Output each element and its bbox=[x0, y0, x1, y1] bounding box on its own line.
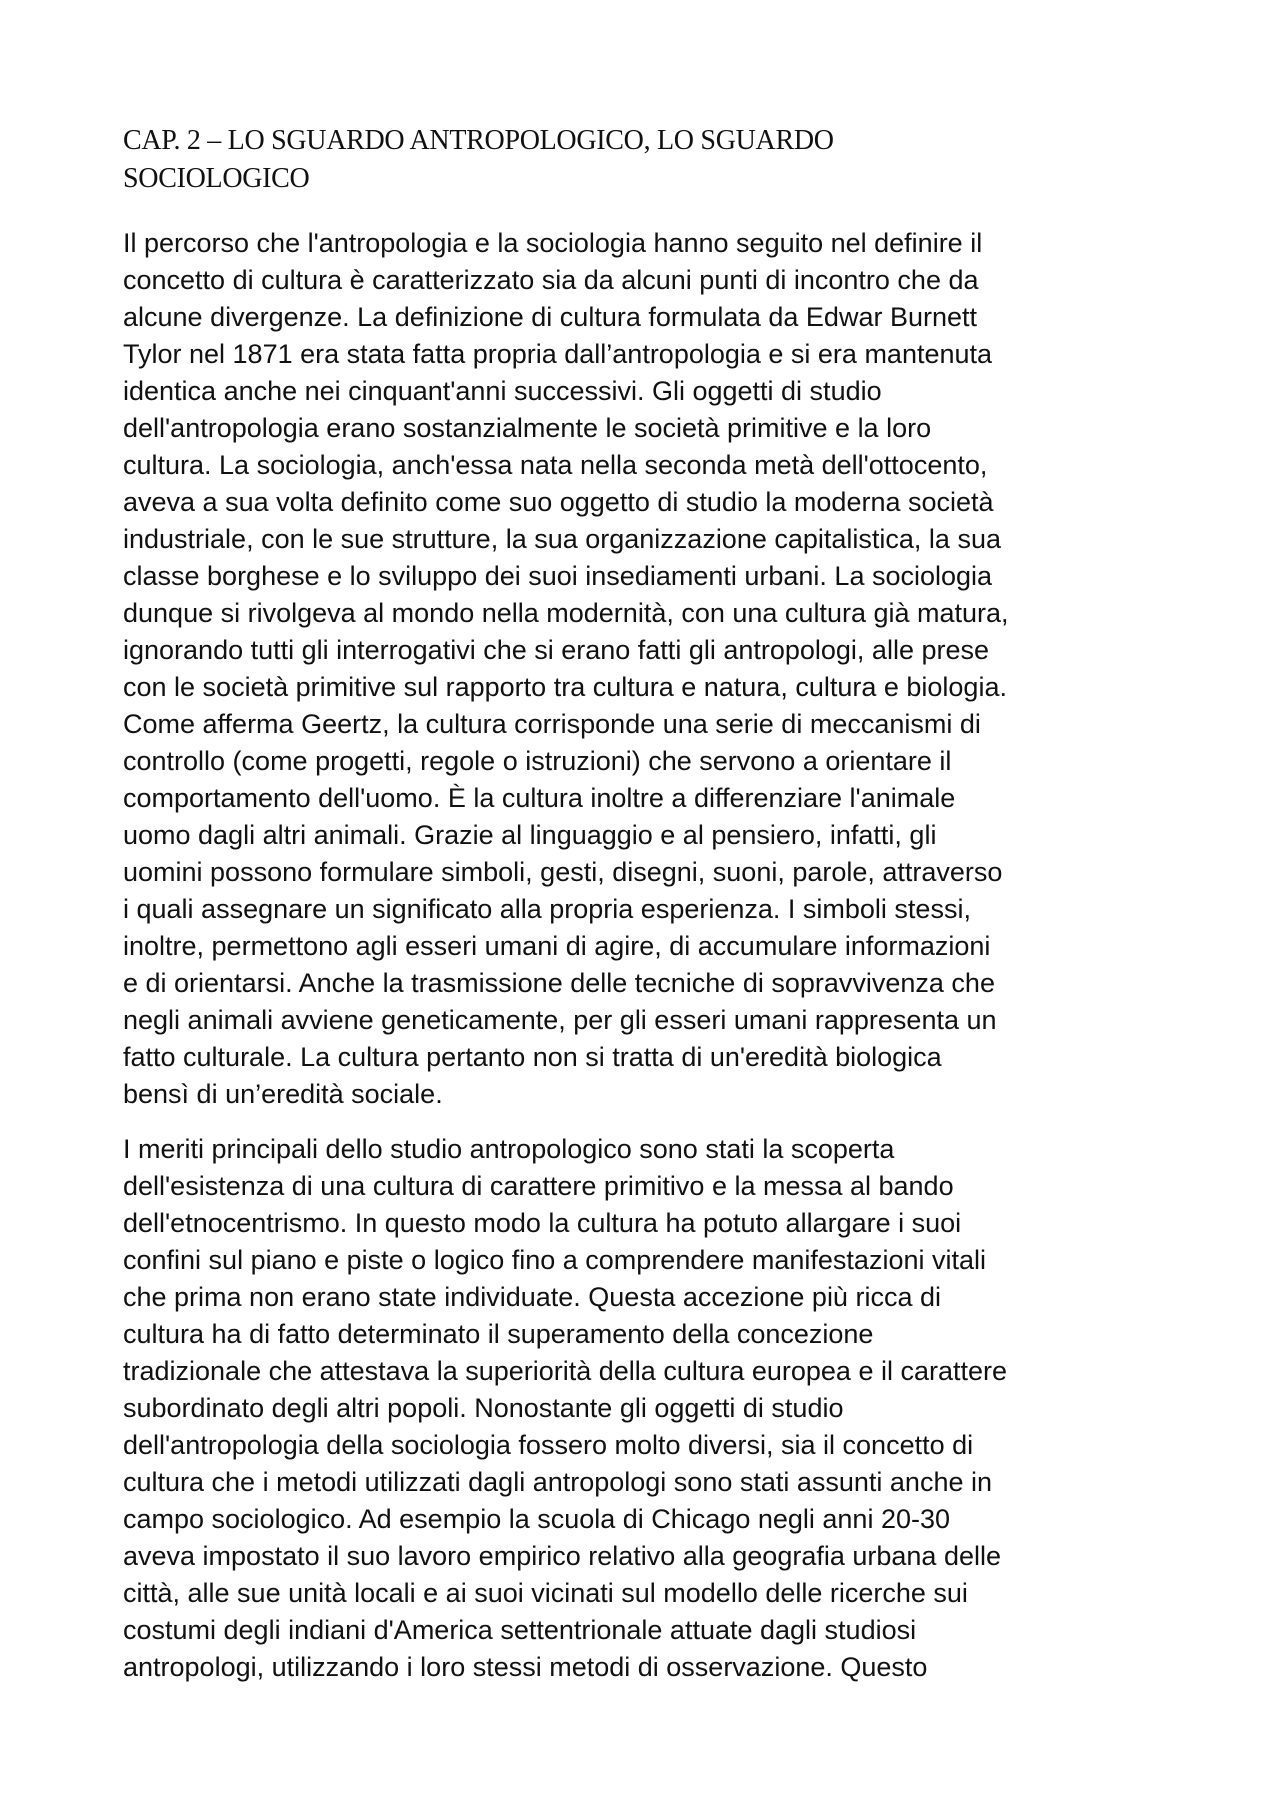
paragraph-1: Il percorso che l'antropologia e la sociologia hanno seguito nel definire il concetto di cultura è caratterizzato sia da alcuni punti di incontro che da alcune divergenze. La definizione di cultura formulata da Edwar Burnett Tylor nel 1871 era stata fatta propria dall’antropologia e si era mantenuta identica anche nei cinquant'anni successivi. Gli oggetti di studio dell'antropologia erano sostanzialmente le società primitive e la loro cultura. La sociologia, anch'essa nata nella seconda metà dell'ottocento, aveva a sua volta definito come suo oggetto di studio la moderna società industriale, con le sue strutture, la sua organizzazione capitalistica, la sua classe borghese e lo sviluppo dei suoi insediamenti urbani. La sociologia dunque si rivolgeva al mondo nella modernità, con una cultura già matura, ignorando tutti gli interrogativi che si erano fatti gli antropologi, alle prese con le società primitive sul rapporto tra cultura e natura, cultura e biologia. Come afferma Geertz, la cultura corrisponde una serie di meccanismi di controllo (come progetti, regole o istruzioni) che servono a orientare il comportamento dell'uomo. È la cultura inoltre a differenziare l'animale uomo dagli altri animali. Grazie al linguaggio e al pensiero, infatti, gli uomini possono formulare simboli, gesti, disegni, suoni, parole, attraverso i quali assegnare un significato alla propria esperienza. I simboli stessi, inoltre, permettono agli esseri umani di agire, di accumulare informazioni e di orientarsi. Anche la trasmissione delle tecniche di sopravvivenza che negli animali avviene geneticamente, per gli esseri umani rappresenta un fatto culturale. La cultura pertanto non si tratta di un'eredità biologica bensì di un’eredità sociale. bbox=[123, 228, 1009, 1109]
paragraph-2: I meriti principali dello studio antropologico sono stati la scoperta dell'esistenza di una cultura di carattere primitivo e la messa al bando dell'etnocentrismo. In questo modo la cultura ha potuto allargare i suoi confini sul piano e piste o logico fino a comprendere manifestazioni vitali che prima non erano state individuate. Questa accezione più ricca di cultura ha di fatto determinato il superamento della concezione tradizionale che attestava la superiorità della cultura europea e il carattere subordinato degli altri popoli. Nonostante gli oggetti di studio dell'antropologia della sociologia fossero molto diversi, sia il concetto di cultura che i metodi utilizzati dagli antropologi sono stati assunti anche in campo sociologico. Ad esempio la scuola di Chicago negli anni 20-30 aveva impostato il suo lavoro empirico relativo alla geografia urbana delle città, alle sue unità locali e ai suoi vicinati sul modello delle ricerche sui costumi degli indiani d'America settentrionale attuate dagli studiosi antropologi, utilizzando i loro stessi metodi di osservazione. Questo bbox=[123, 1134, 1008, 1682]
chapter-title: CAP. 2 – LO SGUARDO ANTROPOLOGICO, LO SGUARDO SOCIOLOGICO bbox=[123, 125, 834, 194]
